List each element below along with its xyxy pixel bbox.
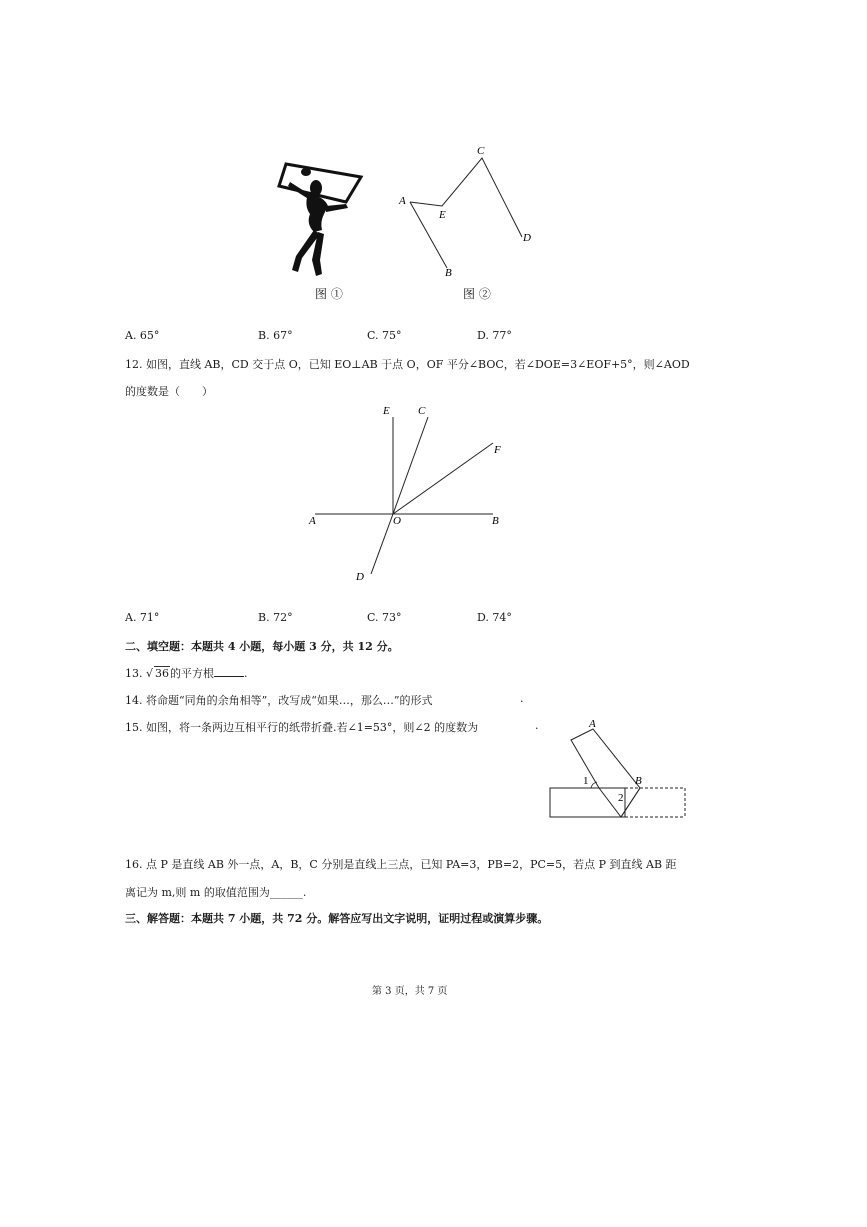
q16-stem-line1: 16. 点 P 是直线 AB 外一点，A，B，C 分别是直线上三点，已知 PA=3，PB=2，PC=5，若点 P 到直线 AB 距 xyxy=(125,858,677,871)
q12-label-c: C xyxy=(418,405,426,417)
q15-end-dot: . xyxy=(535,719,539,732)
q12-label-f: F xyxy=(494,444,501,456)
q13-text: 的平方根 xyxy=(170,667,215,680)
q11-option-a: A. 65° xyxy=(125,329,160,342)
section-3-heading: 三、解答题：本题共 7 小题，共 72 分。解答应写出文字说明，证明过程或演算步骤。 xyxy=(125,912,549,925)
fig2-label-e: E xyxy=(439,209,446,221)
q12-option-b: B. 72° xyxy=(258,611,293,624)
q13-radicand: 36 xyxy=(155,667,170,680)
q13-end: . xyxy=(244,667,248,680)
fig2-label-c: C xyxy=(477,145,485,157)
q12-label-a: A xyxy=(309,515,316,527)
fig2-label-a: A xyxy=(399,195,406,207)
q11-option-d: D. 77° xyxy=(477,329,512,342)
q15-label-1: 1 xyxy=(583,775,589,787)
q12-label-o: O xyxy=(393,515,401,527)
q15-label-a: A xyxy=(589,718,596,730)
q14-end-dot: . xyxy=(520,692,524,705)
q14-stem: 14. 将命题“同角的余角相等”，改写成“如果…，那么…”的形式 xyxy=(125,694,433,707)
q15-stem: 15. 如图，将一条两边互相平行的纸带折叠.若∠1=53°，则∠2 的度数为 xyxy=(125,721,479,734)
q12-label-e: E xyxy=(383,405,390,417)
q15-folded-strip-figure xyxy=(545,715,690,823)
figure-2-polyline xyxy=(395,140,545,280)
q12-stem-line2: 的度数是（ ） xyxy=(125,385,213,398)
section-2-heading: 二、填空题：本题共 4 小题，每小题 3 分，共 12 分。 xyxy=(125,640,399,653)
q12-option-c: C. 73° xyxy=(367,611,402,624)
figure-1-caption: 图 ① xyxy=(315,287,343,301)
q15-label-b: B xyxy=(635,775,642,787)
figure-2-caption: 图 ② xyxy=(463,287,491,301)
q12-option-a: A. 71° xyxy=(125,611,160,624)
q12-label-b: B xyxy=(492,515,499,527)
q15-label-2: 2 xyxy=(618,792,624,804)
page-footer: 第 3 页，共 7 页 xyxy=(372,986,448,997)
q13-stem xyxy=(125,665,248,681)
q12-stem-line1: 12. 如图，直线 AB，CD 交于点 O，已知 EO⊥AB 于点 O，OF 平分∠BOC，若∠DOE=3∠EOF+5°，则∠AOD xyxy=(125,358,690,371)
sqrt-icon: √ xyxy=(146,667,154,680)
q12-option-d: D. 74° xyxy=(477,611,512,624)
q12-label-d: D xyxy=(356,571,364,583)
q12-figure xyxy=(305,400,515,585)
fig2-label-d: D xyxy=(523,232,531,244)
q13-answer-blank xyxy=(214,666,244,677)
fig2-label-b: B xyxy=(445,267,452,279)
q11-option-b: B. 67° xyxy=(258,329,293,342)
figure-1-dancer xyxy=(276,160,368,280)
q11-option-c: C. 75° xyxy=(367,329,402,342)
q16-stem-line2: 离记为 m,则 m 的取值范围为______. xyxy=(125,886,307,899)
q13-number: 13. xyxy=(125,667,146,680)
